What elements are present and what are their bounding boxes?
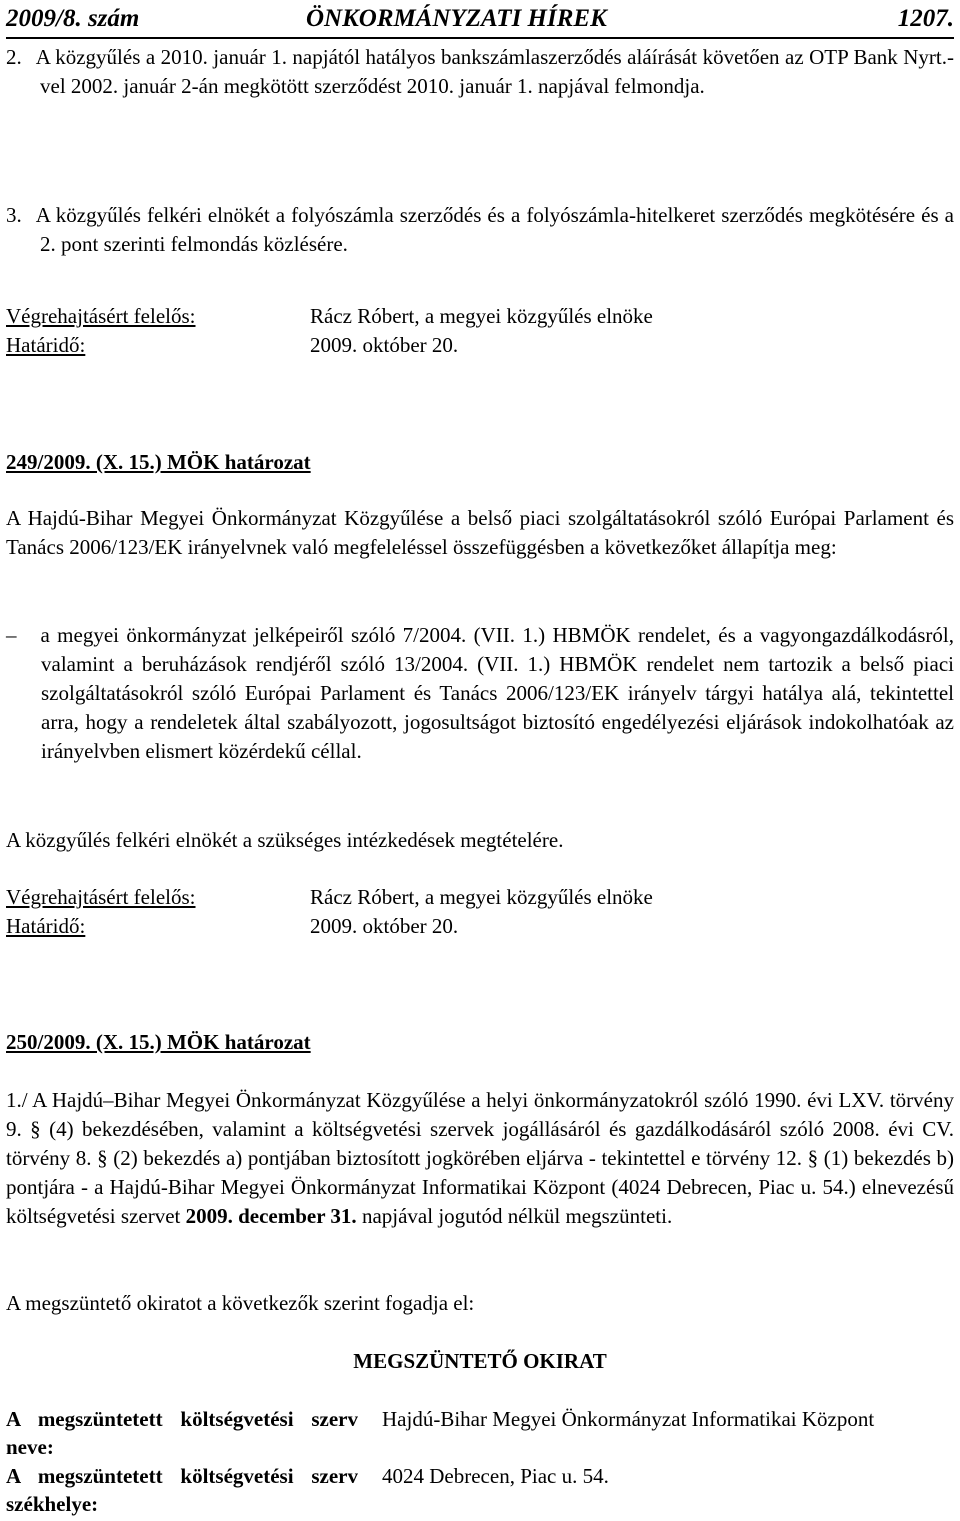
resolution-intro: A Hajdú-Bihar Megyei Önkormányzat Közgyűlése a belső piaci szolgáltatásokról szóló Európai Parlament és Tanács 2006/123/EK irányelvnek való megfeleléssel összefüggésben a következőket állapítja meg: [6, 506, 954, 559]
responsible-row [6, 302, 946, 331]
issue-number: 2009/8. szám [6, 5, 140, 32]
resolution-paragraph [6, 1086, 954, 1231]
deadline-row [6, 331, 946, 360]
responsible-label: Végrehajtásért felelős: [6, 885, 196, 909]
deed-intro: A megszüntető okiratot a következők szerint fogadja el: [6, 1291, 475, 1315]
deadline-row [6, 912, 946, 941]
resolution-title: 249/2009. (X. 15.) MÖK határozat [6, 450, 311, 474]
deed-title: MEGSZÜNTETŐ OKIRAT [353, 1349, 607, 1373]
page-header [6, 3, 954, 39]
responsible-value: Rácz Róbert, a megyei közgyűlés elnöke [310, 304, 653, 328]
item-number: 2. [6, 45, 22, 69]
item-number: 3. [6, 203, 22, 227]
list-item [6, 201, 954, 259]
deed-field-value: Hajdú-Bihar Megyei Önkormányzat Informatikai Központ [382, 1407, 875, 1431]
dash-bullet: – [6, 623, 17, 647]
page-number: 1207. [897, 5, 954, 32]
publication-title: ÖNKORMÁNYZATI HÍREK [306, 5, 607, 32]
dash-item-text: a megyei önkormányzat jelképeiről szóló 7/2004. (VII. 1.) HBMÖK rendelet, és a vagyongazdálkodásról, valamint a beruházások rendjéről szóló 13/2004. (VII. 1.) HBMÖK rendelet nem tartozik a belső piaci szolgáltatásokról szóló Európai Parlament és Tanács 2006/123/EK irányelv tárgyi hatálya alá, tekintettel arra, hogy a rendeletek által szabályozott, jogosultságot biztosító engedélyezési eljárások indokolhatóak az irányelvben elismert közérdekű céllal. [40, 623, 954, 763]
deadline-label: Határidő: [6, 914, 86, 938]
paragraph-text-end: napjával jogutód nélkül megszünteti. [356, 1204, 673, 1228]
resolution-closing: A közgyűlés felkéri elnökét a szükséges intézkedések megtételére. [6, 828, 564, 852]
item-text: A közgyűlés felkéri elnökét a folyószámla szerződés és a folyószámla-hitelkeret szerződés megkötésére és a 2. pont szerinti felmondás közlésére. [35, 203, 954, 256]
deed-field-label: A megszüntetett költségvetési szerv székhelye: [6, 1464, 358, 1516]
dash-list-item [6, 621, 954, 766]
deadline-value: 2009. október 20. [310, 333, 459, 357]
deed-field-value: 4024 Debrecen, Piac u. 54. [382, 1464, 609, 1488]
responsible-value: Rácz Róbert, a megyei közgyűlés elnöke [310, 885, 653, 909]
deadline-label: Határidő: [6, 333, 86, 357]
paragraph-text: 1./ A Hajdú–Bihar Megyei Önkormányzat Közgyűlése a helyi önkormányzatokról szóló 1990. évi LXV. törvény 9. § (4) bekezdésében, valamint a költségvetési szervek jogállásáról és gazdálkodásáról szóló 2008. évi CV. törvény 8. § (2) bekezdés a) pontjában biztosított jogkörében eljárva - tekintettel e törvény 12. § (1) bekezdés b) pontjára - a Hajdú-Bihar Megyei Önkormányzat Informatikai Központ (4024 Debrecen, Piac u. 54.) elnevezésű költségvetési szervet [6, 1088, 954, 1228]
responsible-label: Végrehajtásért felelős: [6, 304, 196, 328]
responsible-row [6, 883, 946, 912]
termination-date: 2009. december 31. [185, 1204, 357, 1228]
deadline-value: 2009. október 20. [310, 914, 459, 938]
list-item [6, 43, 954, 101]
deed-field-label: A megszüntetett költségvetési szerv neve: [6, 1407, 358, 1459]
resolution-title: 250/2009. (X. 15.) MÖK határozat [6, 1030, 311, 1054]
item-text: A közgyűlés a 2010. január 1. napjától hatályos bankszámlaszerződés aláírását követően az OTP Bank Nyrt.-vel 2002. január 2-án megkötött szerződést 2010. január 1. napjával felmondja. [35, 45, 954, 98]
